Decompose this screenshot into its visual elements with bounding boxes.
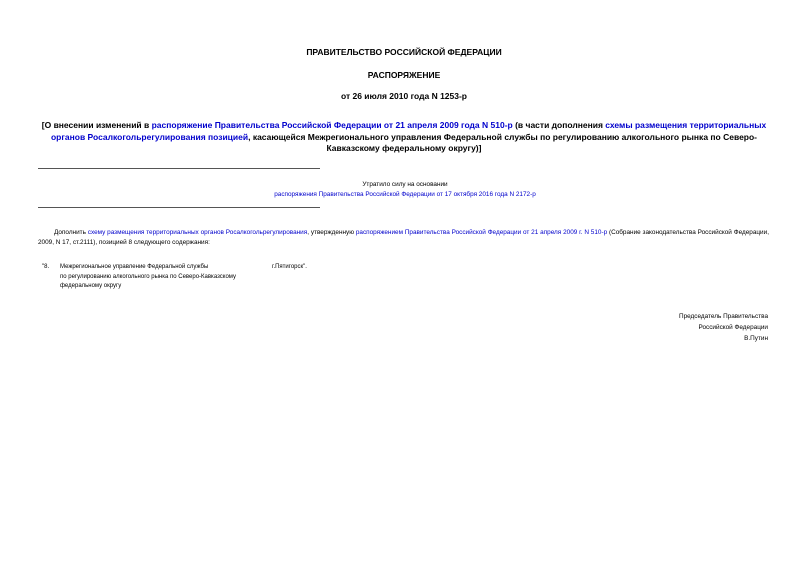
body-link-order-510[interactable]: распоряжением Правительства Российской Федерации от 21 апреля 2009 г. N 510-р [355, 229, 608, 236]
divider-top [38, 168, 320, 169]
body-paragraph [38, 228, 769, 248]
status-link-order-2172[interactable]: распоряжения Правительства Российской Федерации от 17 октября 2016 года N 2172-р [274, 191, 536, 198]
title-text-2: (в части дополнения [512, 120, 606, 130]
body-text-2: , утвержденную [307, 229, 356, 236]
government-heading: ПРАВИТЕЛЬСТВО РОССИЙСКОЙ ФЕДЕРАЦИИ [306, 47, 502, 57]
status-label: Утратило силу на основании [362, 181, 448, 188]
table-row-number: "8. [42, 264, 50, 270]
body-text-3: (Собрание законодательства Российской Федерации, 2009, N 17, ст.2111), позицией 8 следующего содержания: [38, 229, 769, 246]
body-text-1: Дополнить [54, 229, 88, 236]
org-line-3: федеральному округу [60, 283, 122, 289]
signature-line-2: Российской Федерации [698, 324, 768, 331]
body-link-scheme[interactable]: схему размещения территориальных органов Росалкогольрегулирования [87, 229, 308, 236]
divider-bottom [38, 207, 320, 208]
table-row-city: г.Пятигорск". [272, 264, 307, 270]
signature-line-1: Председатель Правительства [679, 313, 768, 320]
document-date-number: от 26 июля 2010 года N 1253-р [340, 91, 467, 101]
document-type-heading: РАСПОРЯЖЕНИЕ [367, 70, 441, 80]
document-title [38, 120, 770, 155]
org-line-1: Межрегиональное управление Федеральной службы [60, 264, 209, 270]
status-link-wrap [250, 191, 560, 198]
title-link-order-510[interactable]: распоряжение Правительства Российской Федерации от 21 апреля 2009 года N 510-р [151, 120, 513, 130]
title-link-scheme[interactable]: схемы размещения территориальных органов Росалкогольрегулирования позицией [50, 120, 767, 142]
title-text-3: , касающейся Межрегионального управления Федеральной службы по регулированию алкогольного рынка по Северо-Кавказскому федеральному округу)] [248, 131, 758, 153]
table-row-organization [60, 263, 260, 292]
signature-block [560, 311, 768, 344]
signature-line-3: В.Путин [744, 335, 768, 342]
title-text-1: [О внесении изменений в [41, 120, 152, 130]
org-line-2: по регулированию алкогольного рынка по Северо-Кавказскому [60, 273, 236, 280]
